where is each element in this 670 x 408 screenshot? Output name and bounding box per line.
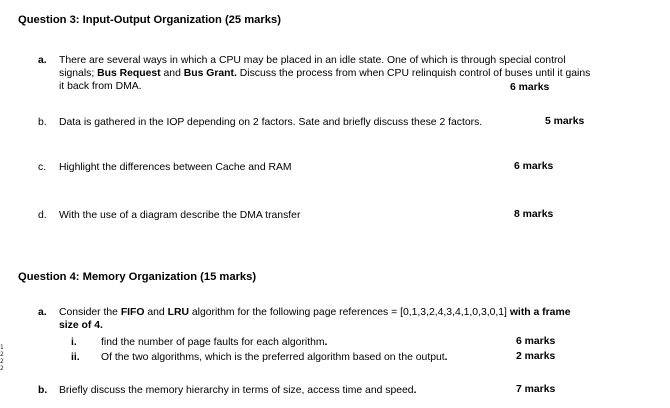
q3-c-text: Highlight the differences between Cache and RAM: [59, 162, 292, 173]
left-margin-line-numbers: [0, 344, 6, 372]
margin-glyph: 2: [0, 351, 4, 358]
q4-b-text-main: Briefly discuss the memory hierarchy in terms of size, access time and speed: [59, 385, 414, 396]
margin-glyph: 2: [0, 358, 4, 365]
q4-a-ii-text: [101, 351, 448, 364]
q4-a-mid: and: [144, 307, 168, 318]
q4-b-text-dot: .: [413, 385, 417, 396]
q4-b-marks: 7 marks: [516, 384, 556, 395]
q3-a-line2: [59, 67, 590, 80]
q3-c-letter: c.: [38, 162, 47, 173]
q4-a-letter: a.: [38, 307, 47, 318]
q3-a-line3: it back from DMA.: [59, 81, 142, 92]
q3-a-line2-mid: and: [160, 68, 184, 79]
q4-b-text: [59, 384, 416, 397]
q3-b-text: Data is gathered in the IOP depending on 2 factors. Sate and briefly discuss these 2 factors.: [59, 117, 483, 128]
q4-a-lru: LRU: [167, 307, 189, 318]
q4-a-ii-text-main: Of the two algorithms, which is the preferred algorithm based on the output: [101, 352, 445, 363]
q4-a-i-text-main: find the number of page faults for each algorithm: [101, 337, 325, 348]
q3-a-line1: There are several ways in which a CPU may be placed in an idle state. One of which is through special control: [59, 55, 566, 66]
q3-a-line2-post: Discuss the process from when CPU relinquish control of buses until it gains: [236, 68, 591, 79]
q3-a-bus-grant: Bus Grant.: [183, 68, 237, 79]
q4-a-ii-num: ii.: [71, 352, 80, 363]
q4-b-letter: b.: [38, 385, 48, 396]
margin-glyph: 2: [0, 365, 4, 372]
q3-a-letter: a.: [38, 55, 47, 66]
q4-a-fifo: FIFO: [120, 307, 145, 318]
q4-a-ii-text-dot: .: [444, 352, 448, 363]
q4-a-i-text: [101, 336, 327, 349]
q3-d-marks: 8 marks: [514, 209, 554, 220]
q3-a-line2-pre: signals;: [59, 68, 98, 79]
q3-d-text: With the use of a diagram describe the DMA transfer: [59, 210, 301, 221]
q4-a-i-text-dot: .: [324, 337, 328, 348]
margin-glyph: 1: [0, 344, 4, 351]
question-3-title: Question 3: Input-Output Organization (25 marks): [18, 14, 281, 26]
q3-b-letter: b.: [38, 117, 47, 128]
q3-c-marks: 6 marks: [514, 161, 554, 172]
q4-a-line2: size of 4.: [59, 320, 103, 331]
q4-a-line1: [59, 306, 570, 319]
q3-a-bus-request: Bus Request: [97, 68, 161, 79]
q4-a-pre: Consider the: [59, 307, 121, 318]
q3-a-marks: 6 marks: [510, 82, 550, 93]
q3-d-letter: d.: [38, 210, 47, 221]
q4-a-i-marks: 6 marks: [516, 336, 556, 347]
q4-a-frame: with a frame: [509, 307, 571, 318]
q3-b-marks: 5 marks: [545, 116, 585, 127]
q4-a-ii-marks: 2 marks: [516, 351, 556, 362]
q4-a-i-num: i.: [71, 337, 77, 348]
question-4-title: Question 4: Memory Organization (15 marks): [18, 271, 257, 283]
q4-a-post: algorithm for the following page references = [0,1,3,2,4,3,4,1,0,3,0,1]: [188, 307, 510, 318]
